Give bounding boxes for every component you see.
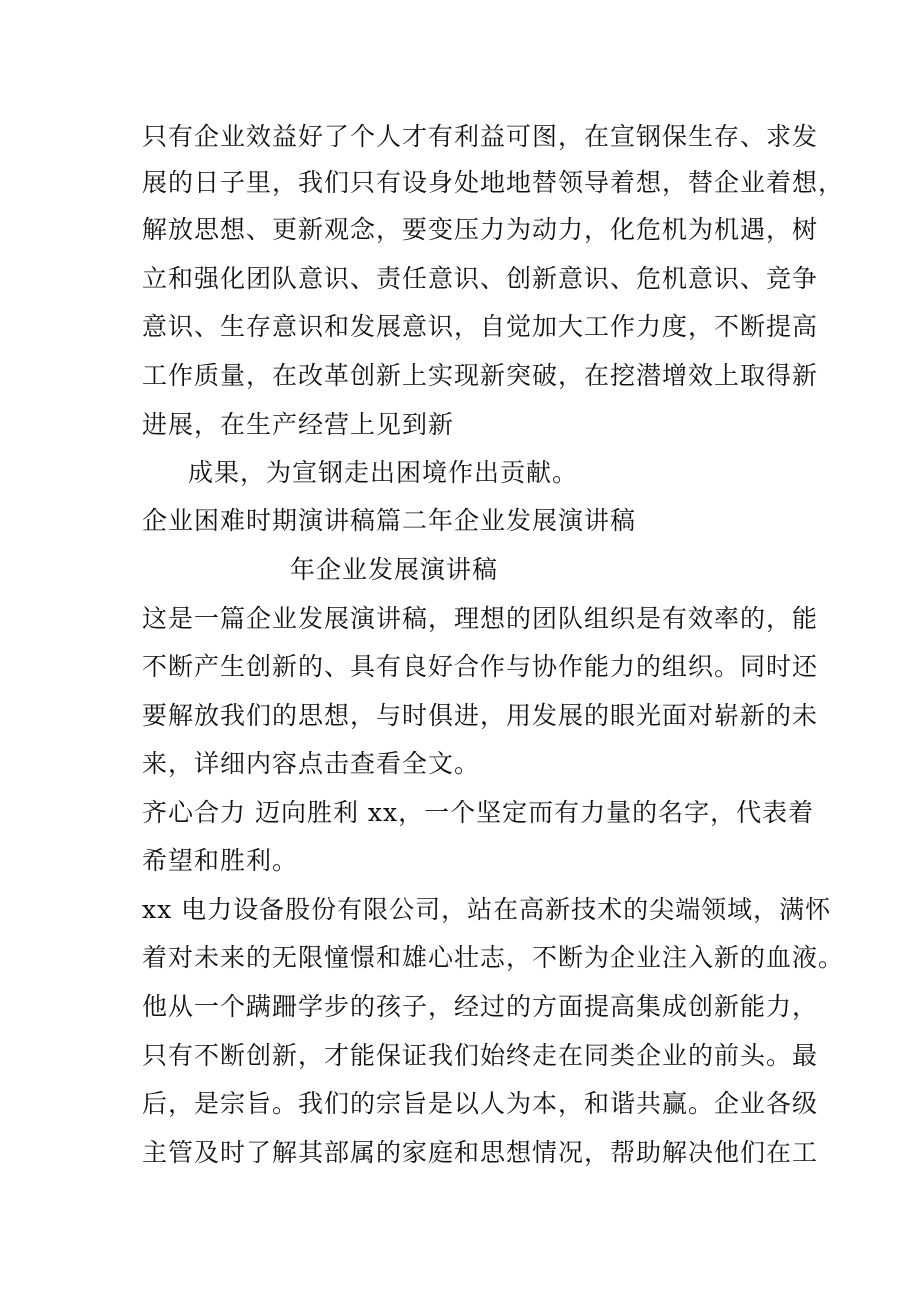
text-line: 解放思想、更新观念，要变压力为动力，化危机为机遇，树 <box>142 215 819 244</box>
text-line: 要解放我们的思想，与时俱进，用发展的眼光面对崭新的未 <box>142 701 819 730</box>
text-line: 着对未来的无限憧憬和雄心壮志，不断为企业注入新的血液。 <box>142 943 845 972</box>
text-line: 意识、生存意识和发展意识，自觉加大工作力度，不断提高 <box>142 312 819 341</box>
text-line: 齐心合力 迈向胜利 xx，一个坚定而有力量的名字，代表着 <box>142 798 815 827</box>
text-line: 展的日子里，我们只有设身处地地替领导着想，替企业着想， <box>142 168 845 197</box>
text-line: 这是一篇企业发展演讲稿，理想的团队组织是有效率的，能 <box>142 604 819 633</box>
text-line: xx 电力设备股份有限公司，站在高新技术的尖端领域，满怀 <box>142 895 832 924</box>
text-line: 只有不断创新，才能保证我们始终走在同类企业的前头。最 <box>142 1041 819 1070</box>
article-title: 年企业发展演讲稿 <box>290 555 499 584</box>
text-line: 立和强化团队意识、责任意识、创新意识、危机意识、竞争 <box>142 264 819 293</box>
text-line: 主管及时了解其部属的家庭和思想情况，帮助解决他们在工 <box>142 1138 819 1167</box>
text-line: 希望和胜利。 <box>142 846 299 875</box>
text-line: 后，是宗旨。我们的宗旨是以人为本，和谐共赢。企业各级 <box>142 1089 819 1118</box>
text-line: 他从一个蹒跚学步的孩子，经过的方面提高集成创新能力， <box>142 992 819 1021</box>
text-line: 不断产生创新的、具有良好合作与协作能力的组织。同时还 <box>142 652 819 681</box>
section-heading: 企业困难时期演讲稿篇二年企业发展演讲稿 <box>142 506 637 535</box>
text-line: 进展，在生产经营上见到新 <box>142 410 455 439</box>
text-line: 工作质量，在改革创新上实现新突破，在挖潜增效上取得新 <box>142 361 819 390</box>
text-line: 成果，为宣钢走出困境作出贡献。 <box>188 458 579 487</box>
text-line: 来，详细内容点击查看全文。 <box>142 749 481 778</box>
text-line: 只有企业效益好了个人才有利益可图，在宣钢保生存、求发 <box>142 122 819 151</box>
